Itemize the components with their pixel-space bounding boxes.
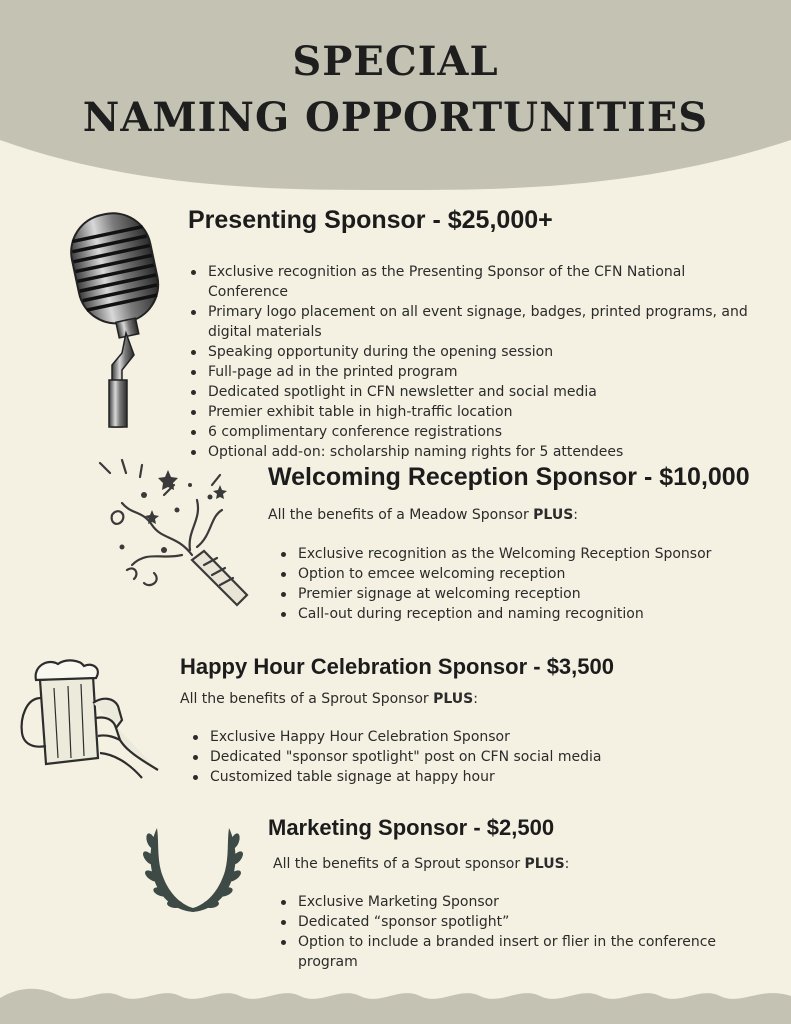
list-item: Speaking opportunity during the opening session xyxy=(188,342,763,362)
welcoming-reception-heading: Welcoming Reception Sponsor - $10,000 xyxy=(268,463,750,491)
list-item: Optional add-on: scholarship naming rights for 5 attendees xyxy=(188,442,763,462)
welcoming-reception-benefits xyxy=(278,544,788,624)
list-item: Option to include a branded insert or flier in the conference program xyxy=(278,932,748,972)
marketing-heading: Marketing Sponsor - $2,500 xyxy=(268,815,555,840)
list-item: Primary logo placement on all event signage, badges, printed programs, and digital materials xyxy=(188,302,763,342)
footer-wave xyxy=(0,984,791,1024)
list-item: Premier signage at welcoming reception xyxy=(278,584,788,604)
happy-hour-section xyxy=(180,651,780,787)
intro-plus: PLUS xyxy=(433,691,474,707)
list-item: Dedicated “sponsor spotlight” xyxy=(278,912,748,932)
beer-mug-icon xyxy=(18,658,163,783)
presenting-sponsor-heading: Presenting Sponsor - $25,000+ xyxy=(188,206,553,234)
laurel-wreath-icon xyxy=(143,826,243,916)
list-item: Exclusive Happy Hour Celebration Sponsor xyxy=(190,727,780,747)
happy-hour-intro xyxy=(180,689,780,709)
intro-colon: : xyxy=(564,856,570,872)
list-item: Exclusive Marketing Sponsor xyxy=(278,892,748,912)
intro-plus: PLUS xyxy=(533,507,574,523)
intro-text: All the benefits of a Sprout sponsor xyxy=(273,856,525,872)
list-item: 6 complimentary conference registrations xyxy=(188,422,763,442)
list-item: Exclusive recognition as the Presenting Sponsor of the CFN National Conference xyxy=(188,262,763,302)
presenting-sponsor-section xyxy=(188,204,788,462)
list-item: Dedicated spotlight in CFN newsletter and social media xyxy=(188,382,763,402)
marketing-intro xyxy=(273,854,788,874)
list-item: Full-page ad in the printed program xyxy=(188,362,763,382)
intro-text: All the benefits of a Meadow Sponsor xyxy=(268,507,534,523)
title-line-1: SPECIAL xyxy=(292,38,499,85)
microphone-icon xyxy=(64,205,169,430)
party-popper-icon xyxy=(92,455,252,620)
marketing-section xyxy=(268,812,788,972)
happy-hour-benefits xyxy=(190,727,780,787)
page-title xyxy=(0,34,791,146)
marketing-benefits xyxy=(278,892,748,972)
title-line-2: NAMING OPPORTUNITIES xyxy=(82,94,709,141)
list-item: Dedicated "sponsor spotlight" post on CFN social media xyxy=(190,747,780,767)
intro-colon: : xyxy=(473,691,478,707)
list-item: Customized table signage at happy hour xyxy=(190,767,780,787)
list-item: Exclusive recognition as the Welcoming Reception Sponsor xyxy=(278,544,788,564)
presenting-sponsor-benefits xyxy=(188,262,763,462)
list-item: Premier exhibit table in high-traffic location xyxy=(188,402,763,422)
list-item: Option to emcee welcoming reception xyxy=(278,564,788,584)
intro-plus: PLUS xyxy=(524,856,565,872)
happy-hour-heading: Happy Hour Celebration Sponsor - $3,500 xyxy=(180,654,614,679)
intro-text: All the benefits of a Sprout Sponsor xyxy=(180,691,434,707)
welcoming-reception-section xyxy=(268,461,788,624)
welcoming-reception-intro xyxy=(268,505,788,525)
list-item: Call-out during reception and naming recognition xyxy=(278,604,788,624)
intro-colon: : xyxy=(573,507,579,523)
